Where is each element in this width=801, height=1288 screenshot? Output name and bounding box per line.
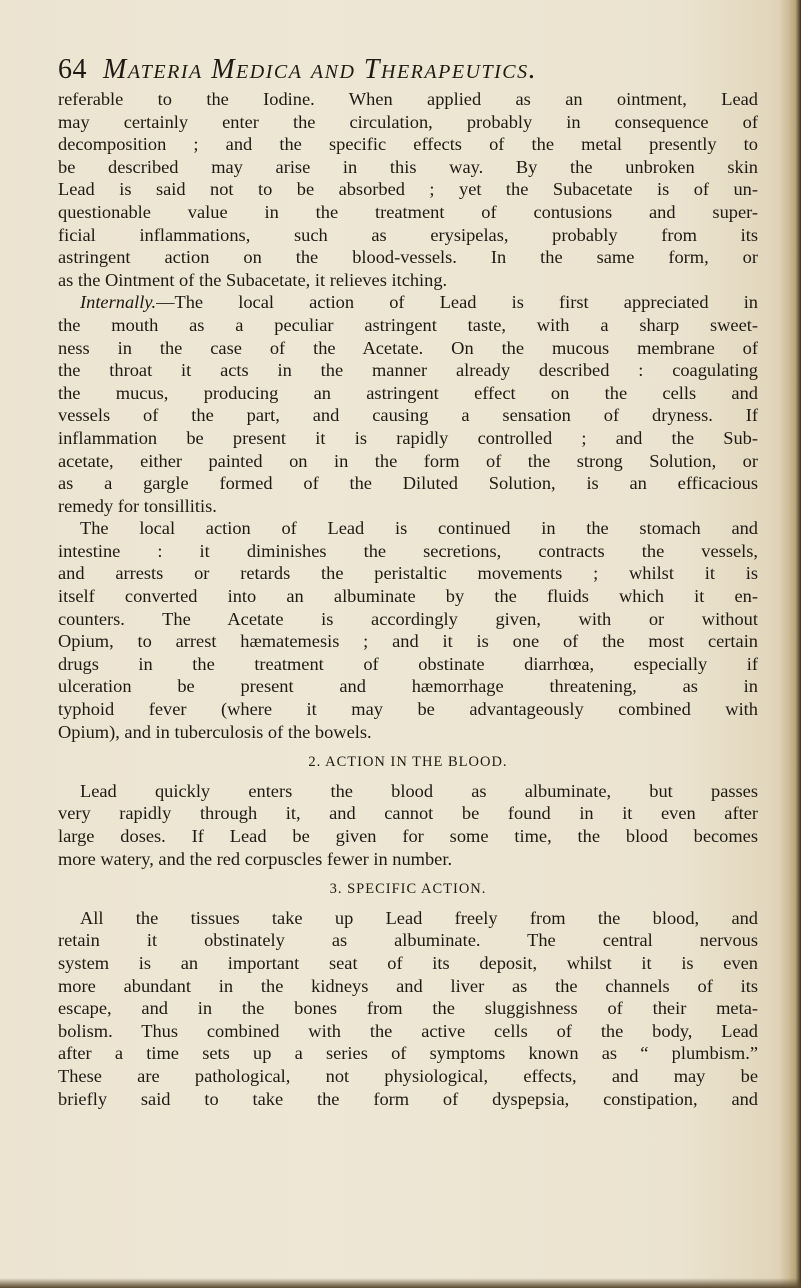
text-line: All the tissues take up Lead freely from the blood, and bbox=[80, 907, 758, 928]
section-heading-action-in-blood: 2. ACTION IN THE BLOOD. bbox=[308, 754, 508, 771]
text-line: ulceration be present and hæmorrhage threatening, as in bbox=[58, 676, 758, 697]
page-bottom-shadow bbox=[0, 1278, 801, 1288]
text-line: briefly said to take the form of dyspepsia, constipation, and bbox=[58, 1088, 758, 1109]
paragraph-3 bbox=[58, 517, 758, 743]
text-line: intestine : it diminishes the secretions, contracts the vessels, bbox=[58, 540, 758, 561]
text-line: large doses. If Lead be given for some time, the blood becomes bbox=[58, 826, 758, 846]
text-line: questionable value in the treatment of contusions and super- bbox=[58, 201, 758, 222]
text-line: as the Ointment of the Subacetate, it relieves itching. bbox=[58, 269, 448, 290]
text-line: more abundant in the kidneys and liver as the channels of its bbox=[58, 975, 758, 996]
text-line bbox=[58, 291, 758, 314]
text-line: as a gargle formed of the Diluted Solution, is an efficacious bbox=[58, 473, 758, 494]
text-line: escape, and in the bones from the sluggishness of their meta- bbox=[58, 998, 758, 1019]
page-number: 64 bbox=[58, 54, 87, 85]
text-line: inflammation be present it is rapidly controlled ; and the Sub- bbox=[58, 427, 758, 448]
paragraph-5 bbox=[58, 907, 758, 1110]
section-lead-in: Internally. bbox=[80, 292, 157, 313]
page-edge-shadow bbox=[779, 0, 801, 1288]
text-line: more watery, and the red corpuscles fewer in number. bbox=[58, 848, 453, 869]
text-line: Opium), and in tuberculosis of the bowels. bbox=[58, 721, 372, 742]
text-line: typhoid fever (where it may be advantageously combined with bbox=[58, 699, 758, 720]
running-title: Materia Medica and Therapeutics. bbox=[103, 54, 538, 85]
text-line: retain it obstinately as albuminate. The central nervous bbox=[58, 930, 758, 951]
text-line: be described may arise in this way. By the unbroken skin bbox=[58, 156, 758, 177]
text-line: The local action of Lead is continued in the stomach and bbox=[80, 518, 758, 539]
text-line: drugs in the treatment of obstinate diarrhœa, especially if bbox=[58, 653, 758, 674]
text-line: the mouth as a peculiar astringent taste, with a sharp sweet- bbox=[58, 314, 758, 335]
text-line: the mucus, producing an astringent effect on the cells and bbox=[58, 382, 758, 403]
section-heading-specific-action: 3. SPECIFIC ACTION. bbox=[329, 881, 487, 898]
text-line: ness in the case of the Acetate. On the mucous membrane of bbox=[58, 337, 758, 358]
body-text bbox=[58, 88, 758, 1110]
text-line: acetate, either painted on in the form of the strong Solution, or bbox=[58, 450, 758, 471]
text-line: decomposition ; and the specific effects of the metal presently to bbox=[58, 134, 758, 155]
text-line: after a time sets up a series of symptoms known as “ plumbism.” bbox=[58, 1043, 758, 1064]
text-line: may certainly enter the circulation, probably in consequence of bbox=[58, 111, 758, 132]
text-line: These are pathological, not physiological, effects, and may be bbox=[58, 1065, 758, 1086]
text-line: Lead quickly enters the blood as albuminate, but passes bbox=[80, 780, 758, 801]
page-header bbox=[58, 54, 537, 86]
text-line: system is an important seat of its deposit, whilst it is even bbox=[58, 952, 758, 973]
text-line: referable to the Iodine. When applied as an ointment, Lead bbox=[58, 89, 758, 109]
text-line: astringent action on the blood-vessels. In the same form, or bbox=[58, 247, 758, 268]
text-line: Opium, to arrest hæmatemesis ; and it is one of the most certain bbox=[58, 631, 758, 652]
text-line: Lead is said not to be absorbed ; yet the Subacetate is of un- bbox=[58, 179, 758, 200]
text-line: bolism. Thus combined with the active cells of the body, Lead bbox=[58, 1020, 758, 1041]
text-fragment: —The local action of Lead is first appreciated in bbox=[156, 292, 758, 313]
text-line: and arrests or retards the peristaltic movements ; whilst it is bbox=[58, 563, 758, 584]
text-line: ficial inflammations, such as erysipelas, probably from its bbox=[58, 224, 758, 245]
text-line: vessels of the part, and causing a sensation of dryness. If bbox=[58, 405, 758, 426]
text-line: remedy for tonsillitis. bbox=[58, 495, 217, 516]
text-line: very rapidly through it, and cannot be found in it even after bbox=[58, 803, 758, 824]
text-line: counters. The Acetate is accordingly given, with or without bbox=[58, 608, 758, 629]
text-line: the throat it acts in the manner already described : coagulating bbox=[58, 360, 758, 381]
paragraph-1 bbox=[58, 88, 758, 291]
paragraph-4 bbox=[58, 780, 758, 870]
text-line: itself converted into an albuminate by the fluids which it en- bbox=[58, 586, 758, 607]
paragraph-2 bbox=[58, 291, 758, 517]
